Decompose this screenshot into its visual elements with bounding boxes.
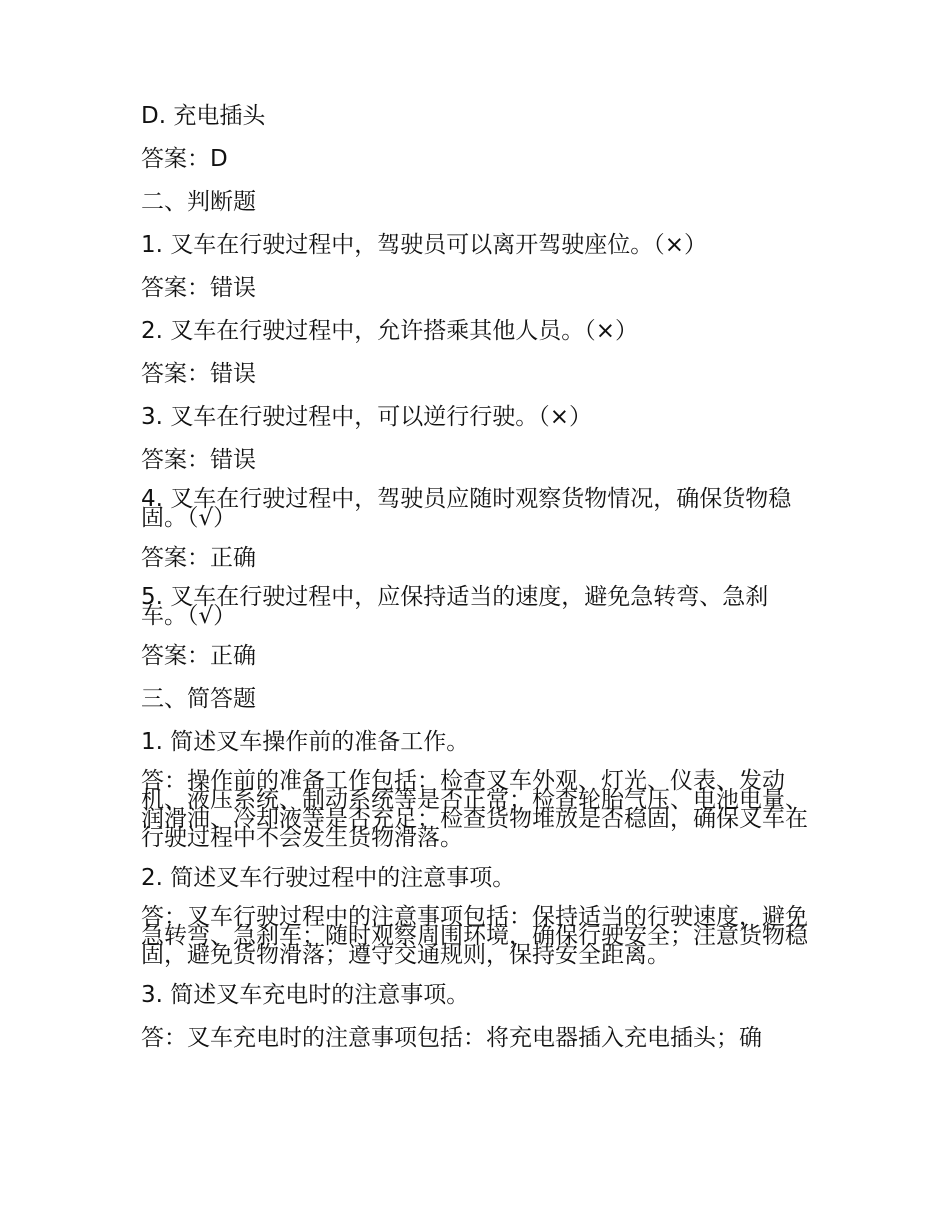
question-line: 5. 叉车在行驶过程中，应保持适当的速度，避免急转弯、急刹车。（√） bbox=[141, 584, 769, 629]
section-heading: 三、简答题 bbox=[141, 686, 256, 712]
question-line: 2. 叉车在行驶过程中，允许搭乘其他人员。（×） bbox=[141, 318, 639, 344]
question-line: 1. 叉车在行驶过程中，驾驶员可以离开驾驶座位。（×） bbox=[141, 232, 708, 258]
section-heading: 二、判断题 bbox=[141, 189, 256, 215]
question-line: 3. 简述叉车充电时的注意事项。 bbox=[141, 982, 470, 1008]
question-line: 1. 简述叉车操作前的准备工作。 bbox=[141, 729, 470, 755]
question-line: 4. 叉车在行驶过程中，驾驶员应随时观察货物情况，确保货物稳固。（√） bbox=[141, 486, 792, 531]
answer-line: 答案：D bbox=[141, 146, 228, 172]
document-body bbox=[141, 103, 813, 1051]
answer-line: 答案：正确 bbox=[141, 643, 256, 669]
answer-paragraph: 答：叉车充电时的注意事项包括：将充电器插入充电插头；确 bbox=[141, 1025, 762, 1051]
answer-paragraph: 答：叉车行驶过程中的注意事项包括：保持适当的行驶速度，避免急转弯、急刹车；随时观察周围环境，确保行驶安全；注意货物稳固，避免货物滑落；遵守交通规则，保持安全距离。 bbox=[141, 904, 808, 968]
question-line: 2. 简述叉车行驶过程中的注意事项。 bbox=[141, 865, 516, 891]
option-d: D. 充电插头 bbox=[141, 103, 266, 129]
answer-line: 答案：错误 bbox=[141, 361, 256, 387]
answer-line: 答案：错误 bbox=[141, 275, 256, 301]
answer-paragraph: 答：操作前的准备工作包括：检查叉车外观、灯光、仪表、发动机、液压系统、制动系统等是否正常；检查轮胎气压、电池电量、润滑油、冷却液等是否充足；检查货物堆放是否稳固，确保叉车在行驶过程中不会发生货物滑落。 bbox=[141, 768, 808, 851]
question-line: 3. 叉车在行驶过程中，可以逆行行驶。（×） bbox=[141, 404, 593, 430]
answer-line: 答案：正确 bbox=[141, 545, 256, 571]
answer-line: 答案：错误 bbox=[141, 447, 256, 473]
